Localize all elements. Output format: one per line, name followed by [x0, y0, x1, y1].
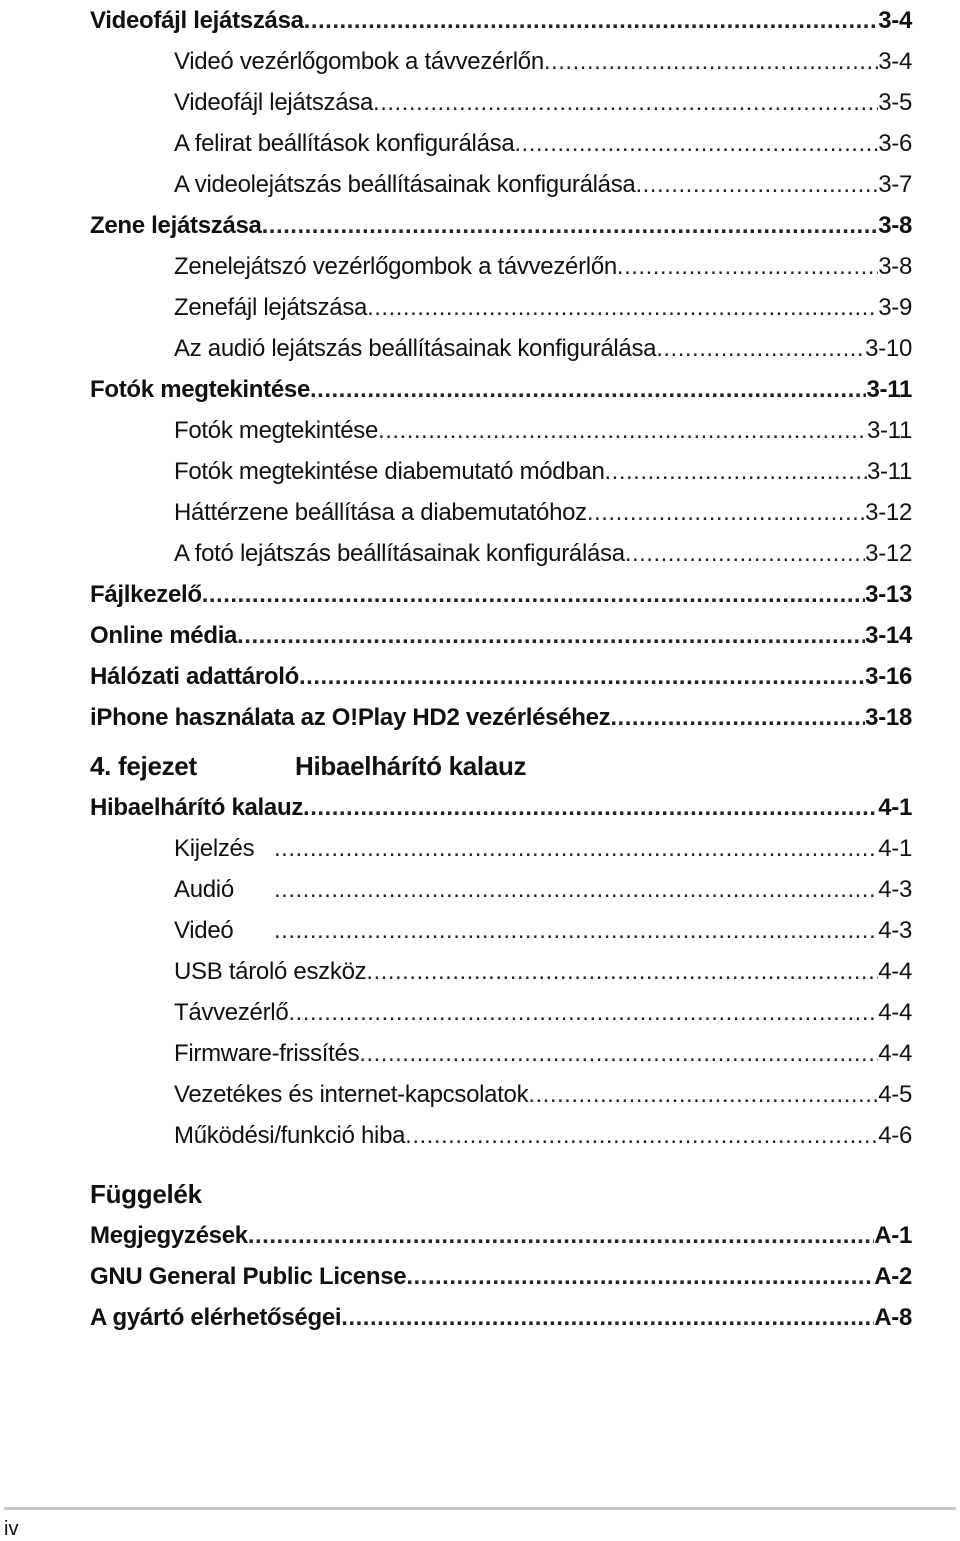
toc-entry-page: 3-4 — [878, 7, 912, 34]
toc-entry[interactable] — [90, 246, 912, 287]
toc-entry-page: 3-4 — [878, 48, 912, 75]
toc-entry-page: 3-7 — [878, 171, 912, 198]
toc-entry-title: Hálózati adattároló — [90, 663, 299, 690]
toc-entry-page: 4-3 — [878, 876, 912, 903]
dot-leader — [341, 1297, 874, 1338]
toc-entry-title: Firmware-frissítés — [174, 1040, 360, 1067]
toc-entry-page: 4-4 — [878, 1040, 912, 1067]
toc-entry[interactable] — [90, 992, 912, 1033]
footer-page-number: iv — [4, 1518, 19, 1540]
toc-entry-title: Zenelejátszó vezérlőgombok a távvezérlőn — [174, 253, 617, 280]
toc-entry[interactable] — [90, 0, 912, 41]
toc-entry-title: USB tároló eszköz — [174, 958, 367, 985]
dot-leader — [367, 287, 878, 328]
toc-entry-title: A videolejátszás beállításainak konfigurálása — [174, 171, 636, 198]
dot-leader — [625, 533, 865, 574]
toc-entry[interactable] — [90, 82, 912, 123]
toc-entry[interactable] — [90, 1256, 912, 1297]
toc-entry[interactable] — [90, 1297, 912, 1338]
toc-entry-title: Online média — [90, 622, 238, 649]
dot-leader — [310, 369, 866, 410]
toc-entry[interactable] — [90, 1074, 912, 1115]
toc-entry-page: A-1 — [874, 1222, 912, 1249]
dot-leader — [274, 828, 878, 869]
toc-entry-title: Fotók megtekintése — [90, 376, 310, 403]
toc-entry-title: Videó vezérlőgombok a távvezérlőn — [174, 48, 544, 75]
toc-entry-page: 3-13 — [865, 581, 912, 608]
toc-entry-title: Az audió lejátszás beállításainak konfigurálása — [174, 335, 657, 362]
chapter-4-entries — [90, 787, 912, 1156]
toc-entry-title: Zenefájl lejátszása — [174, 294, 368, 321]
dot-leader — [304, 0, 879, 41]
toc-entry[interactable] — [90, 910, 912, 951]
toc-entry-page: 3-10 — [865, 335, 912, 362]
toc-entry[interactable] — [90, 656, 912, 697]
toc-entry[interactable] — [90, 1215, 912, 1256]
toc-entry-title: Zene lejátszása — [90, 212, 262, 239]
toc-entry-title: Fotók megtekintése diabemutató módban — [174, 458, 605, 485]
dot-leader — [514, 123, 878, 164]
dot-leader — [299, 656, 865, 697]
toc-entry-title: Fájlkezelő — [90, 581, 202, 608]
toc-entry[interactable] — [90, 1115, 912, 1156]
dot-leader — [406, 1256, 874, 1297]
chapter-3-entries — [90, 0, 912, 738]
toc-entry[interactable] — [90, 41, 912, 82]
toc-entry-page: 3-12 — [865, 540, 912, 567]
toc-entry[interactable] — [90, 697, 912, 738]
toc-entry-title: Videofájl lejátszása — [90, 7, 304, 34]
dot-leader — [359, 1033, 878, 1074]
toc-entry[interactable] — [90, 869, 912, 910]
toc-entry[interactable] — [90, 615, 912, 656]
dot-leader — [544, 41, 878, 82]
toc-entry-page: 3-8 — [878, 212, 912, 239]
appendix-heading: Függelék — [90, 1179, 202, 1209]
dot-leader — [405, 1115, 878, 1156]
toc-entry-title: Kijelzés — [174, 835, 255, 862]
toc-entry-page: 3-12 — [865, 499, 912, 526]
toc-entry-page: 3-14 — [865, 622, 912, 649]
dot-leader — [274, 910, 878, 951]
toc-entry[interactable] — [90, 369, 912, 410]
dot-leader — [366, 951, 878, 992]
chapter-4-heading — [90, 746, 912, 787]
toc-entry-title: Videó — [174, 917, 234, 944]
toc-entry-page: 4-6 — [878, 1122, 912, 1149]
footer-divider — [4, 1507, 956, 1510]
toc-entry-page: A-8 — [874, 1304, 912, 1331]
appendix-entries — [90, 1215, 912, 1338]
dot-leader — [605, 451, 867, 492]
toc-entry-page: 3-18 — [865, 704, 912, 731]
toc-entry-page: 4-3 — [878, 917, 912, 944]
dot-leader — [262, 205, 879, 246]
toc-entry-page: 4-4 — [878, 999, 912, 1026]
toc-entry[interactable] — [90, 328, 912, 369]
toc-entry[interactable] — [90, 1033, 912, 1074]
toc-entry[interactable] — [90, 787, 912, 828]
toc-entry-page: 4-1 — [878, 835, 912, 862]
toc-entry-title: A gyártó elérhetőségei — [90, 1304, 342, 1331]
dot-leader — [303, 787, 878, 828]
toc-entry-title: Háttérzene beállítása a diabemutatóhoz — [174, 499, 587, 526]
dot-leader — [617, 246, 878, 287]
toc-entry-title: GNU General Public License — [90, 1263, 407, 1290]
toc-entry-page: 4-4 — [878, 958, 912, 985]
table-of-contents — [90, 0, 912, 1338]
dot-leader — [373, 82, 878, 123]
dot-leader — [248, 1215, 874, 1256]
toc-entry-title: A felirat beállítások konfigurálása — [174, 130, 515, 157]
toc-entry-page: A-2 — [874, 1263, 912, 1290]
toc-entry[interactable] — [90, 451, 912, 492]
toc-entry-title: Audió — [174, 876, 234, 903]
dot-leader — [274, 869, 878, 910]
dot-leader — [202, 574, 865, 615]
toc-entry-title: Működési/funkció hiba — [174, 1122, 406, 1149]
toc-entry-page: 3-16 — [865, 663, 912, 690]
dot-leader — [378, 410, 867, 451]
toc-entry[interactable] — [90, 287, 912, 328]
toc-entry[interactable] — [90, 951, 912, 992]
toc-entry-page: 3-8 — [878, 253, 912, 280]
toc-entry-page: 3-9 — [878, 294, 912, 321]
toc-entry-title: Hibaelhárító kalauz — [90, 794, 304, 821]
toc-entry-page: 3-5 — [878, 89, 912, 116]
dot-leader — [610, 697, 865, 738]
chapter-4-number: 4. fejezet — [90, 751, 197, 781]
dot-leader — [656, 328, 865, 369]
chapter-4-title: Hibaelhárító kalauz — [295, 751, 527, 781]
toc-entry[interactable] — [90, 492, 912, 533]
toc-entry-title: A fotó lejátszás beállításainak konfigurálása — [174, 540, 625, 567]
dot-leader — [635, 164, 878, 205]
toc-entry[interactable] — [90, 828, 912, 869]
toc-entry[interactable] — [90, 410, 912, 451]
toc-entry-page: 4-1 — [878, 794, 912, 821]
toc-entry-title: Vezetékes és internet-kapcsolatok — [174, 1081, 529, 1108]
toc-entry[interactable] — [90, 533, 912, 574]
toc-entry-title: Fotók megtekintése — [174, 417, 379, 444]
toc-entry-page: 3-6 — [878, 130, 912, 157]
toc-entry-page: 3-11 — [866, 417, 912, 444]
toc-entry-page: 4-5 — [878, 1081, 912, 1108]
toc-entry[interactable] — [90, 164, 912, 205]
dot-leader — [528, 1074, 878, 1115]
toc-entry-title: iPhone használata az O!Play HD2 vezérléséhez — [90, 704, 611, 731]
toc-entry[interactable] — [90, 123, 912, 164]
toc-entry-page: 3-11 — [866, 458, 912, 485]
dot-leader — [288, 992, 878, 1033]
toc-entry-page: 3-11 — [866, 376, 912, 403]
dot-leader — [237, 615, 865, 656]
toc-entry-title: Távvezérlő — [174, 999, 289, 1026]
dot-leader — [587, 492, 865, 533]
toc-entry[interactable] — [90, 574, 912, 615]
toc-entry-title: Megjegyzések — [90, 1222, 248, 1249]
toc-entry[interactable] — [90, 205, 912, 246]
toc-entry-title: Videofájl lejátszása — [174, 89, 374, 116]
